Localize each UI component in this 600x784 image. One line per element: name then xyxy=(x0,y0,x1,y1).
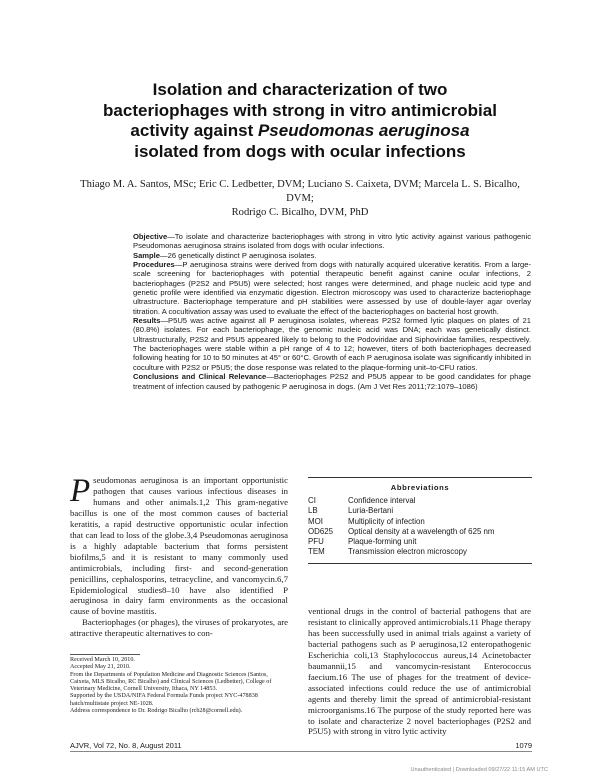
abbreviations-box xyxy=(308,477,532,564)
title-line-2: bacteriophages with strong in vitro antimicrobial xyxy=(103,100,497,120)
abbreviation-row xyxy=(308,517,532,527)
body-right-column xyxy=(308,606,531,737)
abbreviation-value: Transmission electron microscopy xyxy=(348,547,467,557)
abbreviation-key: LB xyxy=(308,506,318,516)
abbreviation-value: Multiplicity of infection xyxy=(348,516,425,526)
abbreviation-key: OD625 xyxy=(308,526,334,536)
funding: Supported by the USDA/NIFA Federal Formula Funds project NYC-478838 hatch/multistate project NE-1028. xyxy=(70,693,258,707)
page-number: 1079 xyxy=(515,741,532,750)
sample-text: —26 genetically distinct P aeruginosa isolates. xyxy=(160,250,317,260)
procedures-label: Procedures xyxy=(133,260,175,270)
conclusions-text: —Bacteriophages P2S2 and P5U5 appear to be good candidates for phage treatment of infection caused by pathogenic P aeruginosa in dogs. (Am J Vet Res 2011;72:1079–1086) xyxy=(133,372,531,391)
abstract-conclusions xyxy=(133,372,531,391)
journal-citation: AJVR, Vol 72, No. 8, August 2011 xyxy=(70,741,182,750)
download-watermark: Unauthenticated | Downloaded 09/27/22 11:15 AM UTC xyxy=(410,767,548,773)
procedures-text: —P aeruginosa strains were derived from dogs with naturally acquired ulcerative keratitis. From a large-scale screening for bacteriophages with potential therapeutic benefit against canine ocular infections, 2 bacteriophages (P2S2 and P5U5) were selected; host ranges were determined, and phage nucleic acid type and genetic profile were identified via enzymatic digestion. Electron microscopy was used to characterize bacteriophage ultrastructure. Bacteriophage temperature and pH stabilities were assessed by use of double-layer agar overlay titration. A cocultivation assay was used to evaluate the effect of the bacteriophages on bacterial host growth. xyxy=(133,260,531,316)
abstract-sample xyxy=(133,251,531,260)
abbreviation-row xyxy=(308,547,532,557)
received-date: Received March 10, 2010. xyxy=(70,657,135,663)
abbreviation-value: Luria-Bertani xyxy=(348,506,394,516)
title-line-3-text: activity against xyxy=(130,121,258,140)
intro-paragraph-2: Bacteriophages (or phages), the viruses of prokaryotes, are attractive therapeutic alternatives to con- xyxy=(70,617,288,639)
abbreviations-heading: Abbreviations xyxy=(390,483,450,492)
abbreviation-row xyxy=(308,496,532,506)
article-title xyxy=(60,80,540,162)
sample-label: Sample xyxy=(133,250,161,260)
abbreviation-key: TEM xyxy=(308,547,325,557)
abstract-results xyxy=(133,316,531,372)
authors-line-1: Thiago M. A. Santos, MSc; Eric C. Ledbetter, DVM; Luciano S. Caixeta, DVM; Marcela L. S. Bicalho, DVM; xyxy=(80,179,520,204)
footer-divider xyxy=(70,751,532,752)
abbreviation-row xyxy=(308,506,532,516)
abbreviation-key: CI xyxy=(308,496,316,505)
abstract-objective xyxy=(133,232,531,251)
drop-cap: P xyxy=(70,473,91,509)
intro-continuation: ventional drugs in the control of bacterial pathogens that are resistant to clinically approved antimicrobials.11 Phage therapy has been successfully used in animal trials against a variety of bacterial pathogens such as P aeruginosa,12 enteropathogenic Escherichia coli,13 Staphylococcus aureus,14 Acinetobacter baumannii,15 and vancomycin-resistant Enterococcus faecium.16 The use of phages for the treatment of device-associated infections could reduce the use of antimicrobial agents and thereby limit the spread of antimicrobial-resistant microorganisms.16 The purpose of the study reported here was to isolate and characterize 2 novel bacteriophages (P2S2 and P5U5) with strong in vitro lytic activity xyxy=(308,606,531,737)
title-line-3 xyxy=(60,121,540,142)
intro-paragraph-1-text: seudomonas aeruginosa is an important opportunistic pathogen that causes various infectious diseases in humans and other animals.1,2 This gram-negative bacillus is one of the most common causes of bacterial keratitis, a rapid destructive opportunistic ocular infection that can lead to loss of the globe.3,4 Pseudomonas aeruginosa is a highly adaptable bacterium that forms persistent biofilms,5 and it is resistant to many commonly used antimicrobials, including first- and second-generation penicillins, cephalosporins, tetracycline, and vancomycin.6,7 Epidemiological studies8–10 have also identified P aeruginosa in dairy farm environments as the occasional cause of bovine mastitis. xyxy=(70,475,288,617)
results-text: —P5U5 was active against all P aeruginosa isolates, whereas P2S2 formed lytic plaques on plates of 21 (80.8%) isolates. For each bacteriophage, the genomic nucleic acid was DNA; each was genetically distinct. Ultrastructurally, P2S2 and P5U5 appeared likely to belong to the Podoviridae and Siphoviridae families, respectively. The bacteriophages were stable within a pH range of 4 to 12; however, titers of both bacteriophages decreased following heating for 10 to 50 minutes at 45° or 60°C. Growth of each P aeruginosa isolate was significantly inhibited in coculture with P2S2 or P5U5; the dose response was related to the plaque-forming unit–to-CFU ratios. xyxy=(133,316,531,372)
footnotes xyxy=(70,657,288,715)
results-label: Results xyxy=(133,316,161,326)
footnote-divider xyxy=(70,654,140,655)
abbreviation-key: PFU xyxy=(308,537,324,547)
intro-paragraph-1 xyxy=(70,475,288,617)
author-list xyxy=(72,178,528,220)
authors-line-2: Rodrigo C. Bicalho, DVM, PhD xyxy=(231,207,369,218)
objective-text: —To isolate and characterize bacteriophages with strong in vitro lytic activity against various pathogenic Pseudomonas aeruginosa strains isolated from dogs with ocular infections. xyxy=(133,232,531,251)
correspondence: Address correspondence to Dr. Rodrigo Bicalho (rcb28@cornell.edu). xyxy=(70,708,243,715)
objective-label: Objective xyxy=(133,232,168,241)
abstract-procedures xyxy=(133,260,531,316)
abbreviation-key: MOI xyxy=(308,516,323,526)
abbreviation-value: Confidence interval xyxy=(348,496,416,505)
conclusions-label: Conclusions and Clinical Relevance xyxy=(133,372,267,382)
abbreviation-value: Optical density at a wavelength of 625 nm xyxy=(348,526,495,536)
title-organism: Pseudomonas aeruginosa xyxy=(257,121,470,140)
title-line-1: Isolation and characterization of two xyxy=(152,80,448,99)
abstract xyxy=(133,232,531,391)
abbreviation-value: Plaque-forming unit xyxy=(348,537,417,547)
affiliation: From the Departments of Population Medicine and Diagnostic Sciences (Santos, Caixeta, MLS Bicalho, RC Bicalho) and Clinical Sciences (Ledbetter), College of Veterinary Medicine, Cornell University, Ithaca, NY 14853. xyxy=(70,671,272,693)
abbreviation-row xyxy=(308,527,532,537)
title-line-4: isolated from dogs with ocular infections xyxy=(134,141,466,161)
body-left-column xyxy=(70,475,288,639)
accepted-date: Accepted May 21, 2010. xyxy=(70,664,131,671)
abbreviation-row xyxy=(308,537,532,547)
